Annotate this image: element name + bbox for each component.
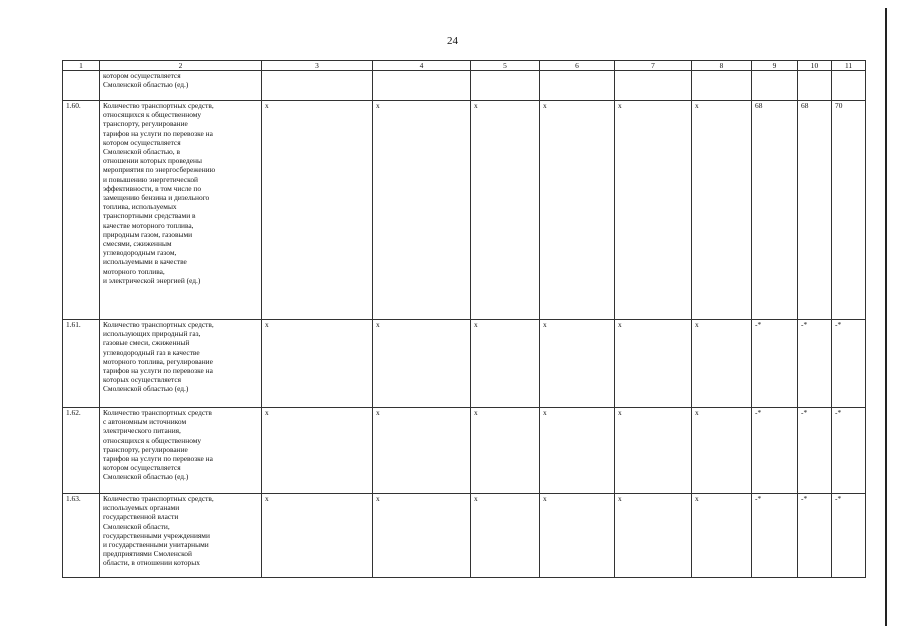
column-number: 9	[752, 61, 798, 71]
column-number: 3	[262, 61, 373, 71]
table-cell	[262, 71, 373, 101]
table-cell: -*	[798, 494, 832, 578]
column-number: 1	[63, 61, 100, 71]
table-cell: 70	[832, 101, 866, 320]
table-cell: x	[262, 320, 373, 408]
table-cell: -*	[798, 408, 832, 494]
table-cell	[373, 71, 471, 101]
column-number: 7	[615, 61, 692, 71]
row-description: Количество транспортных средств с автономным источником электрического питания, относящихся к общественному транспорту, регулирование тарифов на услуги по перевозке на котором осуществляется Смоленской областью (ед.)	[100, 408, 262, 494]
table-row	[63, 408, 866, 494]
row-number: 1.60.	[63, 101, 100, 320]
column-number: 8	[692, 61, 752, 71]
column-number: 4	[373, 61, 471, 71]
row-description: Количество транспортных средств, используемых органами государственной власти Смоленской области, государственными учреждениями и государственными унитарными предприятиями Смоленской области, в отношении которых	[100, 494, 262, 578]
table-cell: x	[615, 408, 692, 494]
column-number: 5	[471, 61, 540, 71]
table-cell: x	[373, 494, 471, 578]
row-description: Количество транспортных средств, относящихся к общественному транспорту, регулирование тарифов на услуги по перевозке на котором осуществляется Смоленской областью, в отношении которых проведены мероприятия по энергосбережению и повышению энергетической эффективности, в том числе по замещению бензина и дизельного топлива, используемых транспортными средствами в качестве моторного топлива, природным газом, газовыми смесями, сжиженным углеводородным газом, используемыми в качестве моторного топлива, и электрической энергией (ед.)	[100, 101, 262, 320]
table-cell: x	[540, 320, 615, 408]
table-cell: x	[262, 408, 373, 494]
table-cell: -*	[798, 320, 832, 408]
indicator-table	[62, 60, 866, 578]
table-cell	[692, 71, 752, 101]
table-row-continuation	[63, 71, 866, 101]
table-cell: x	[471, 320, 540, 408]
table-cell: -*	[752, 408, 798, 494]
column-number-row	[63, 61, 866, 71]
table-cell	[752, 71, 798, 101]
table-cell: x	[471, 101, 540, 320]
table-cell: 68	[798, 101, 832, 320]
table-cell: x	[692, 408, 752, 494]
table-cell: -*	[832, 494, 866, 578]
table-cell: x	[471, 494, 540, 578]
column-number: 10	[798, 61, 832, 71]
row-number: 1.61.	[63, 320, 100, 408]
table-cell: x	[692, 320, 752, 408]
table-cell	[540, 71, 615, 101]
column-number: 11	[832, 61, 866, 71]
row-number: 1.62.	[63, 408, 100, 494]
table-cell: -*	[832, 408, 866, 494]
table-cell: -*	[752, 494, 798, 578]
table-cell	[471, 71, 540, 101]
table-cell: x	[373, 408, 471, 494]
row-number: 1.63.	[63, 494, 100, 578]
table-cell: 68	[752, 101, 798, 320]
table-cell	[832, 71, 866, 101]
page-edge-rule	[885, 8, 887, 626]
row-description: Количество транспортных средств, использующих природный газ, газовые смеси, сжиженный углеводородный газ в качестве моторного топлива, регулирование тарифов на услуги по перевозке на которых осуществляется Смоленской областью (ед.)	[100, 320, 262, 408]
column-number: 6	[540, 61, 615, 71]
row-description: котором осуществляется Смоленской областью (ед.)	[100, 71, 262, 101]
table-cell: -*	[832, 320, 866, 408]
table-cell: x	[373, 320, 471, 408]
table-cell	[615, 71, 692, 101]
table-cell: x	[540, 494, 615, 578]
table-cell: x	[262, 101, 373, 320]
page-number: 24	[447, 35, 458, 47]
table-row	[63, 494, 866, 578]
table-cell: x	[540, 408, 615, 494]
table-cell: -*	[752, 320, 798, 408]
table-cell	[798, 71, 832, 101]
row-number	[63, 71, 100, 101]
table-cell: x	[692, 101, 752, 320]
table-cell: x	[471, 408, 540, 494]
table-cell: x	[615, 101, 692, 320]
table-cell: x	[615, 320, 692, 408]
table-cell: x	[373, 101, 471, 320]
table-row	[63, 320, 866, 408]
table-cell: x	[540, 101, 615, 320]
table-cell: x	[615, 494, 692, 578]
table-row	[63, 101, 866, 320]
table-cell: x	[262, 494, 373, 578]
table-cell: x	[692, 494, 752, 578]
column-number: 2	[100, 61, 262, 71]
